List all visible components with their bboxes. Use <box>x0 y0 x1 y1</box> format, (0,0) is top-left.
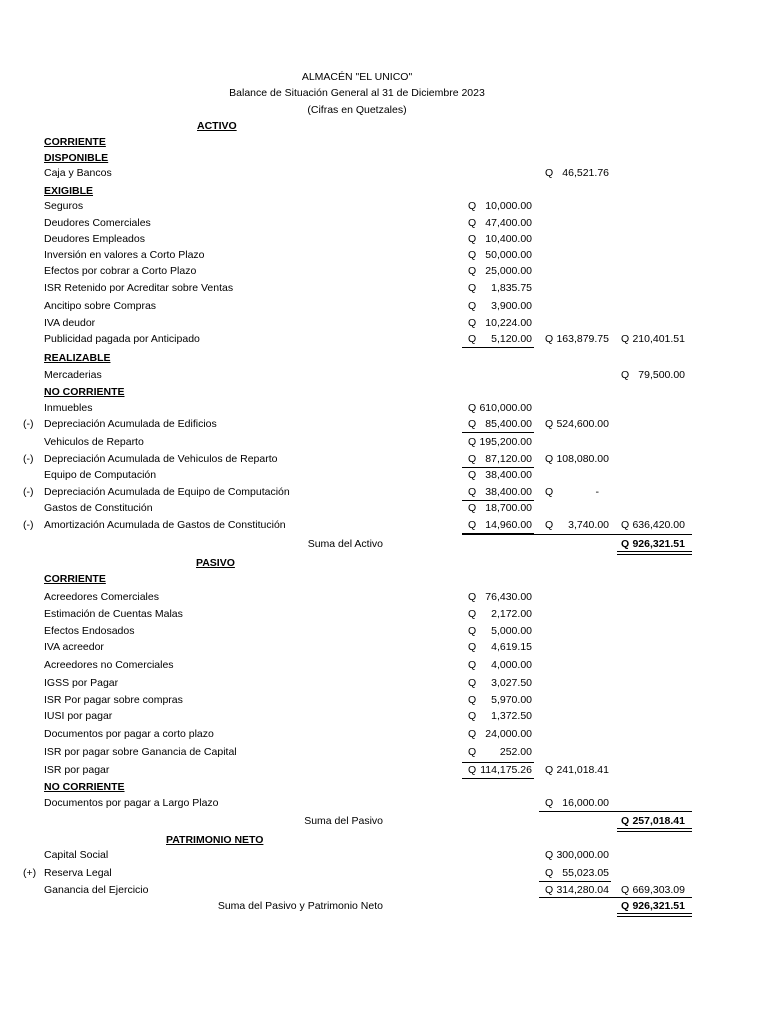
currency-symbol: Q <box>468 233 477 245</box>
currency-symbol: Q <box>468 591 477 603</box>
pasivo-item-label: Efectos Endosados <box>44 625 135 637</box>
amount-value: 10,400.00 <box>485 233 532 245</box>
amount-value: - <box>595 486 599 498</box>
currency-symbol: Q <box>468 200 477 212</box>
currency-symbol: Q <box>468 333 477 345</box>
pasivo-item-label: ISR Por pagar sobre compras <box>44 694 183 706</box>
currency-symbol: Q <box>468 453 477 465</box>
currency-symbol: Q <box>545 486 554 498</box>
amount-value: 24,000.00 <box>485 728 532 740</box>
patrimonio-total-rule <box>539 897 692 898</box>
currency-symbol: Q <box>468 519 477 531</box>
pasivo-item-label: Acreedores Comerciales <box>44 591 159 603</box>
amount-value: 14,960.00 <box>485 519 532 531</box>
exigible-item-label: Deudores Comerciales <box>44 217 151 229</box>
exigible-item-label: Efectos por cobrar a Corto Plazo <box>44 265 197 277</box>
currency-symbol: Q <box>468 300 477 312</box>
activo-corriente-heading: CORRIENTE <box>44 136 106 148</box>
pasivo-heading: PASIVO <box>196 557 235 569</box>
amount-value: 3,900.00 <box>491 300 532 312</box>
currency-symbol: Q <box>545 453 554 465</box>
exigible-item-label: Deudores Empleados <box>44 233 145 245</box>
currency-symbol: Q <box>468 677 477 689</box>
exigible-item-label: Ancitipo sobre Compras <box>44 300 157 312</box>
amount-value: 2,172.00 <box>491 608 532 620</box>
deduction-underline <box>462 432 534 433</box>
currency-symbol: Q <box>468 694 477 706</box>
amount-value: 610,000.00 <box>479 402 532 414</box>
activo-no-corriente-heading: NO CORRIENTE <box>44 386 125 398</box>
exigible-heading: EXIGIBLE <box>44 185 94 197</box>
amount-value: 108,080.00 <box>556 453 609 465</box>
deduction-underline <box>462 500 534 501</box>
amount-value: 18,700.00 <box>485 502 532 514</box>
patrimonio-heading: PATRIMONIO NETO <box>166 834 264 846</box>
currency-symbol: Q <box>545 884 554 896</box>
activo-total-rule <box>462 534 692 535</box>
currency-symbol: Q <box>468 728 477 740</box>
currency-symbol: Q <box>468 764 477 776</box>
pasivo-last-underline <box>462 778 534 779</box>
amount-value: 3,740.00 <box>568 519 609 531</box>
amount-value: 636,420.00 <box>632 519 685 531</box>
currency-symbol: Q <box>468 402 477 414</box>
amount-value: 50,000.00 <box>485 249 532 261</box>
exigible-item-label: Inversión en valores a Corto Plazo <box>44 249 205 261</box>
amount-value: 5,970.00 <box>491 694 532 706</box>
final-double-rule <box>617 913 692 917</box>
pasivo-item-label: Estimación de Cuentas Malas <box>44 608 183 620</box>
amount-value: 55,023.05 <box>562 867 609 879</box>
nc-item-label: Inmuebles <box>44 402 93 414</box>
currency-symbol: Q <box>468 317 477 329</box>
patrimonio-item-label: Reserva Legal <box>44 867 112 879</box>
currency-symbol: Q <box>468 265 477 277</box>
pasivo-corriente-heading: CORRIENTE <box>44 573 106 585</box>
currency-symbol: Q <box>468 746 477 758</box>
amount-value: 5,120.00 <box>491 333 532 345</box>
pasivo-item-label: Documentos por pagar a corto plazo <box>44 728 214 740</box>
currency-symbol: Q <box>468 659 477 671</box>
pasivo-no-corriente-heading: NO CORRIENTE <box>44 781 125 793</box>
contra-sign: (-) <box>23 418 34 430</box>
currency-symbol: Q <box>621 519 630 531</box>
pasivo-item-label: IGSS por Pagar <box>44 677 119 689</box>
currency-symbol: Q <box>468 217 477 229</box>
activo-heading: ACTIVO <box>197 120 237 132</box>
deduction-underline <box>462 467 534 468</box>
currency-symbol: Q <box>468 710 477 722</box>
currency-symbol: Q <box>468 641 477 653</box>
company-name: ALMACÉN "EL UNICO" <box>301 71 413 83</box>
amount-value: 4,000.00 <box>491 659 532 671</box>
pasivo-item-label: Acreedores no Comerciales <box>44 659 174 671</box>
amount-value: 87,120.00 <box>485 453 532 465</box>
patrimonio-underline <box>539 881 611 882</box>
nc-item-label: Vehiculos de Reparto <box>44 436 144 448</box>
amount-value: 5,000.00 <box>491 625 532 637</box>
currency-symbol: Q <box>545 519 554 531</box>
nc-item-label: Amortización Acumulada de Gastos de Constitución <box>44 519 286 531</box>
lp-label: Documentos por pagar a Largo Plazo <box>44 797 219 809</box>
amount-value: 10,224.00 <box>485 317 532 329</box>
suma-activo-label: Suma del Activo <box>307 538 383 550</box>
currency-symbol: Q <box>468 436 477 448</box>
nc-item-label: Gastos de Constitución <box>44 502 153 514</box>
nc-item-label: Equipo de Computación <box>44 469 157 481</box>
nc-item-label: Depreciación Acumulada de Vehiculos de Reparto <box>44 453 278 465</box>
contra-sign: (-) <box>23 519 34 531</box>
pasivo-total-rule <box>539 811 692 812</box>
amount-value: 38,400.00 <box>485 486 532 498</box>
pasivo-item-label: ISR por pagar sobre Ganancia de Capital <box>44 746 237 758</box>
exigible-item-label: Seguros <box>44 200 84 212</box>
suma-pasivo-label: Suma del Pasivo <box>304 815 383 827</box>
amount-value: 25,000.00 <box>485 265 532 277</box>
amount-value: 1,372.50 <box>491 710 532 722</box>
currency-symbol: Q <box>468 608 477 620</box>
amount-value: 38,400.00 <box>485 469 532 481</box>
add-sign: (+) <box>23 867 37 879</box>
report-subtitle: Balance de Situación General al 31 de Diciembre 2023 <box>229 87 485 99</box>
mercaderias-label: Mercaderias <box>44 369 102 381</box>
exigible-item-label: IVA deudor <box>44 317 96 329</box>
disponible-heading: DISPONIBLE <box>44 152 109 164</box>
nc-item-label: Depreciación Acumulada de Edificios <box>44 418 217 430</box>
pasivo-item-label: IVA acreedor <box>44 641 104 653</box>
amount-value: 252.00 <box>499 746 532 758</box>
currency-symbol: Q <box>468 282 477 294</box>
currency-symbol: Q <box>468 502 477 514</box>
amount-value: 47,400.00 <box>485 217 532 229</box>
currency-symbol: Q <box>468 486 477 498</box>
currency-symbol: Q <box>545 418 554 430</box>
pasivo-item-label: ISR por pagar <box>44 764 110 776</box>
nc-item-label: Depreciación Acumulada de Equipo de Computación <box>44 486 290 498</box>
amount-value: 76,430.00 <box>485 591 532 603</box>
currency-symbol: Q <box>468 469 477 481</box>
amount-value: 10,000.00 <box>485 200 532 212</box>
pasivo-last-overline <box>462 762 534 763</box>
contra-sign: (-) <box>23 486 34 498</box>
patrimonio-item-label: Capital Social <box>44 849 109 861</box>
pasivo-double-rule <box>617 828 692 832</box>
realizable-heading: REALIZABLE <box>44 352 111 364</box>
contra-sign: (-) <box>23 453 34 465</box>
exigible-underline <box>462 347 534 348</box>
currency-symbol: Q <box>468 625 477 637</box>
amount-value: 300,000.00 <box>556 849 609 861</box>
amount-value: 114,175.26 <box>480 764 532 776</box>
currency-note: (Cifras en Quetzales) <box>307 104 407 116</box>
amount-value: 85,400.00 <box>485 418 532 430</box>
currency-symbol: Q <box>545 867 554 879</box>
pasivo-item-label: IUSI por pagar <box>44 710 113 722</box>
exigible-item-label: Publicidad pagada por Anticipado <box>44 333 200 345</box>
activo-double-rule <box>617 551 692 555</box>
suma-pasivo-patrimonio-label: Suma del Pasivo y Patrimonio Neto <box>217 900 383 912</box>
currency-symbol: Q <box>468 249 477 261</box>
amount-value: 4,619.15 <box>491 641 532 653</box>
amount-value: 3,027.50 <box>491 677 532 689</box>
patrimonio-item-label: Ganancia del Ejercicio <box>44 884 149 896</box>
currency-symbol: Q <box>545 849 554 861</box>
exigible-item-label: ISR Retenido por Acreditar sobre Ventas <box>44 282 234 294</box>
caja-label: Caja y Bancos <box>44 167 112 179</box>
amount-value: 195,200.00 <box>479 436 532 448</box>
amount-value: 314,280.04 <box>556 884 609 896</box>
amount-value: 524,600.00 <box>556 418 609 430</box>
currency-symbol: Q <box>468 418 477 430</box>
amount-value: 1,835.75 <box>491 282 532 294</box>
